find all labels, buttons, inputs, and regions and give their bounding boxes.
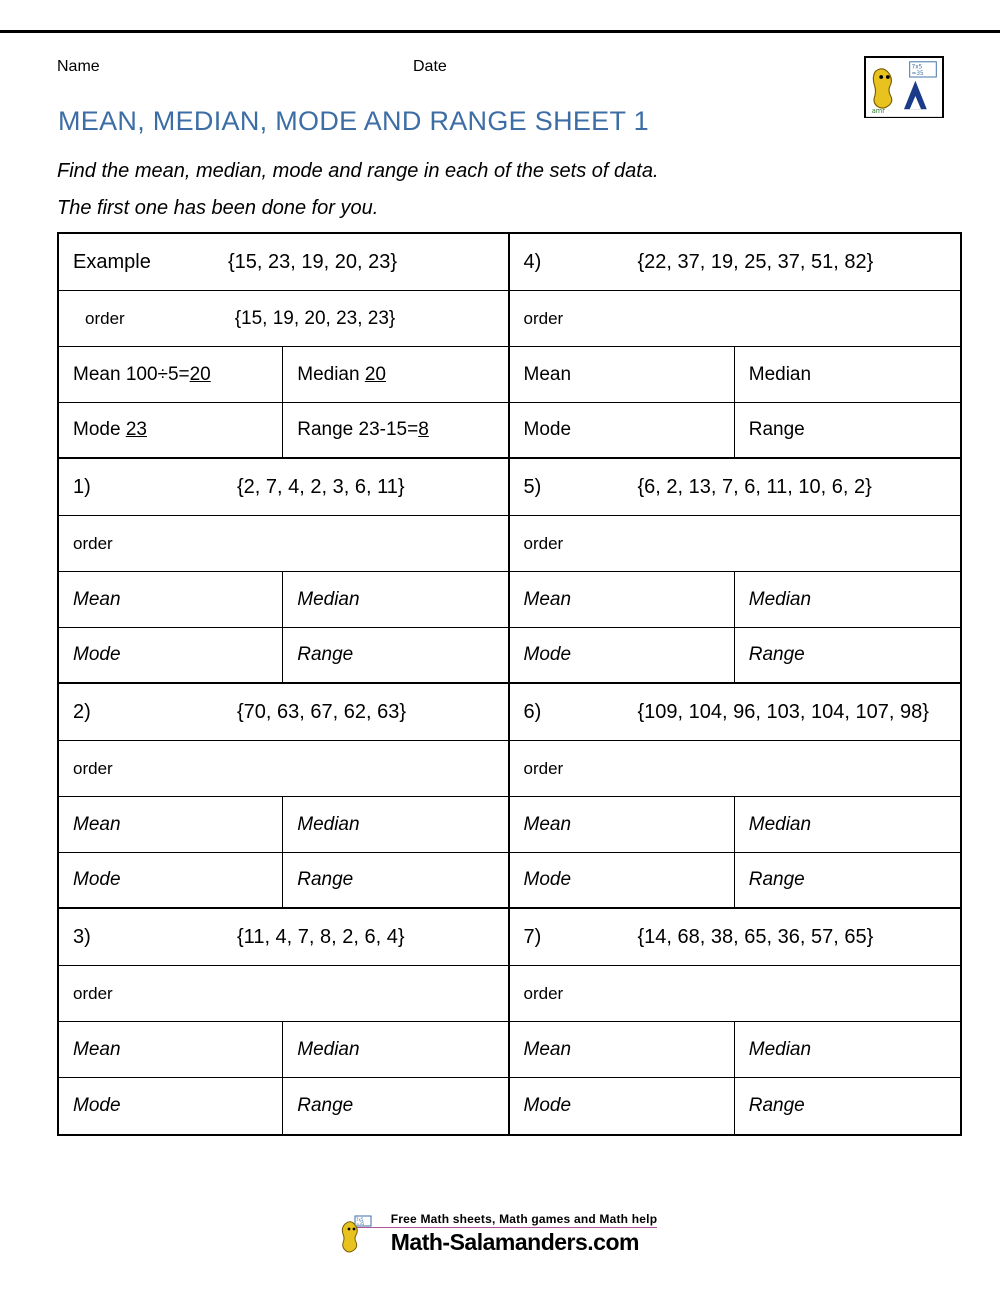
question-data: {14, 68, 38, 65, 36, 57, 65} [637, 925, 874, 948]
question-order-row[interactable] [510, 741, 961, 797]
mean-label: Mean [523, 1038, 572, 1060]
order-label: order [523, 533, 564, 553]
question-range-cell[interactable] [283, 628, 507, 684]
question-header [510, 234, 961, 291]
question-range-cell[interactable] [735, 1078, 960, 1134]
question-median-cell[interactable] [283, 797, 507, 853]
range-label: Range [297, 869, 354, 890]
question-median-cell[interactable] [735, 347, 960, 403]
mode-label: Mode [523, 419, 572, 440]
mode-label: Mode [73, 869, 121, 890]
question-order-row[interactable] [510, 516, 961, 572]
question-mean-cell[interactable] [510, 797, 735, 853]
question-order-row[interactable] [510, 291, 961, 347]
footer-logo-icon [341, 1214, 385, 1258]
mean-label: Mean [73, 813, 121, 835]
range-label: Range [297, 1095, 354, 1116]
question-block-1-5 [59, 459, 960, 684]
range-label: Range [748, 644, 805, 665]
svg-text:7x5: 7x5 [911, 64, 923, 71]
question-range-cell[interactable] [283, 853, 507, 909]
question-median-cell[interactable] [283, 1022, 507, 1078]
range-label: Range [748, 419, 805, 440]
example-order-row[interactable] [59, 291, 508, 347]
question-header [510, 684, 961, 741]
order-label: order [73, 758, 113, 778]
svg-text:=35: =35 [355, 1221, 365, 1226]
question-number: 5) [523, 475, 542, 498]
question-data: {6, 2, 13, 7, 6, 11, 10, 6, 2} [637, 475, 872, 498]
mean-label: Mean [73, 588, 121, 610]
instruction-line-2: The first one has been done for you. [57, 197, 379, 219]
median-label: Median [748, 588, 812, 610]
mean-label: Mean [523, 588, 572, 610]
question-number: 3) [73, 925, 91, 948]
question-mode-cell[interactable] [510, 853, 735, 909]
question-mean-cell[interactable] [59, 572, 283, 628]
example-mean-value: 100÷5= [125, 363, 190, 385]
median-label: Median [297, 588, 360, 610]
svg-text:7x5: 7x5 [355, 1217, 364, 1222]
question-data: {11, 4, 7, 8, 2, 6, 4} [237, 925, 405, 948]
example-range-cell[interactable] [283, 403, 507, 459]
question-mode-cell[interactable] [510, 1078, 735, 1134]
question-mean-cell[interactable] [510, 1022, 735, 1078]
question-mode-cell[interactable] [510, 628, 735, 684]
example-order-data: {15, 19, 20, 23, 23} [234, 307, 396, 329]
range-label: Range [748, 869, 805, 890]
order-label: order [523, 308, 564, 328]
svg-text:amr: amr [871, 107, 885, 116]
question-header [59, 909, 508, 966]
top-rule [0, 30, 1000, 33]
range-label: Range [748, 1095, 805, 1116]
median-label: Median [297, 1038, 360, 1060]
question-column-right [510, 234, 961, 459]
footer [0, 1212, 1000, 1256]
footer-site-name[interactable]: Math-Salamanders.com [343, 1227, 657, 1256]
median-label: Median [297, 813, 360, 835]
question-median-cell[interactable] [735, 1022, 960, 1078]
question-median-cell[interactable] [735, 797, 960, 853]
example-median-answer: 20 [364, 363, 386, 385]
mean-label: Mean [73, 363, 121, 385]
question-order-row[interactable] [59, 741, 508, 797]
question-block-2-6 [59, 684, 960, 909]
footer-tagline: Free Math sheets, Math games and Math help [390, 1212, 658, 1226]
example-range-answer: 8 [418, 419, 429, 440]
example-data: {15, 23, 19, 20, 23} [228, 250, 398, 273]
question-mean-cell[interactable] [510, 572, 735, 628]
mean-label: Mean [523, 363, 572, 385]
question-data: {70, 63, 67, 62, 63} [237, 700, 407, 723]
question-column-left [59, 909, 510, 1134]
question-mode-cell[interactable] [59, 853, 283, 909]
question-column-right [510, 909, 961, 1134]
question-mode-cell[interactable] [59, 1078, 283, 1134]
mode-label: Mode [523, 644, 572, 665]
order-label: order [73, 983, 113, 1003]
order-label: order [85, 308, 125, 328]
question-order-row[interactable] [510, 966, 961, 1022]
question-column-left [59, 459, 510, 684]
mean-label: Mean [523, 813, 572, 835]
question-range-cell[interactable] [735, 853, 960, 909]
order-label: order [523, 983, 564, 1003]
question-mode-cell[interactable] [510, 403, 735, 459]
example-median-cell[interactable] [283, 347, 507, 403]
question-header [510, 459, 961, 516]
date-label: Date [413, 58, 447, 75]
question-range-cell[interactable] [283, 1078, 507, 1134]
question-number: 7) [523, 925, 542, 948]
mode-label: Mode [73, 644, 121, 665]
question-order-row[interactable] [59, 966, 508, 1022]
question-data: {2, 7, 4, 2, 3, 6, 11} [237, 475, 405, 498]
instruction-line-1: Find the mean, median, mode and range in each of the sets of data. [57, 160, 659, 182]
question-column-left [59, 234, 510, 459]
page-title: MEAN, MEDIAN, MODE AND RANGE SHEET 1 [58, 106, 649, 136]
range-label: Range [297, 644, 354, 665]
mode-label: Mode [523, 869, 572, 890]
question-column-right [510, 684, 961, 909]
example-mean-answer: 20 [189, 363, 211, 385]
question-header [510, 909, 961, 966]
question-number: 4) [523, 250, 542, 273]
example-mode-answer: 23 [125, 419, 147, 440]
svg-text:=35: =35 [911, 71, 924, 78]
example-mean-cell[interactable] [59, 347, 283, 403]
worksheet-grid [57, 232, 962, 1136]
question-range-cell[interactable] [735, 403, 960, 459]
mode-label: Mode [73, 419, 121, 440]
mode-label: Mode [73, 1095, 121, 1116]
question-range-cell[interactable] [735, 628, 960, 684]
question-mean-cell[interactable] [510, 347, 735, 403]
question-block-example-4 [59, 234, 960, 459]
question-mean-cell[interactable] [59, 1022, 283, 1078]
question-mean-cell[interactable] [59, 797, 283, 853]
mean-label: Mean [73, 1038, 121, 1060]
question-median-cell[interactable] [735, 572, 960, 628]
question-header [59, 459, 508, 516]
question-median-cell[interactable] [283, 572, 507, 628]
median-label: Median [297, 363, 360, 385]
order-label: order [73, 533, 113, 553]
math-salamanders-logo [864, 56, 944, 118]
question-column-right [510, 459, 961, 684]
median-label: Median [748, 1038, 812, 1060]
median-label: Median [748, 363, 812, 385]
worksheet-header [57, 58, 947, 86]
order-label: order [523, 758, 564, 778]
median-label: Median [748, 813, 812, 835]
question-number: 1) [73, 475, 91, 498]
question-header [59, 684, 508, 741]
example-header [59, 234, 508, 291]
question-block-3-7 [59, 909, 960, 1134]
question-number: 6) [523, 700, 542, 723]
question-data: {22, 37, 19, 25, 37, 51, 82} [637, 250, 874, 273]
question-order-row[interactable] [59, 516, 508, 572]
example-mode-cell[interactable] [59, 403, 283, 459]
example-range-value: 23-15= [358, 419, 419, 440]
name-label: Name [57, 58, 100, 75]
question-data: {109, 104, 96, 103, 104, 107, 98} [637, 700, 929, 723]
mode-label: Mode [523, 1095, 572, 1116]
example-label: Example [73, 250, 151, 273]
question-mode-cell[interactable] [59, 628, 283, 684]
question-column-left [59, 684, 510, 909]
question-number: 2) [73, 700, 91, 723]
range-label: Range [297, 419, 354, 440]
